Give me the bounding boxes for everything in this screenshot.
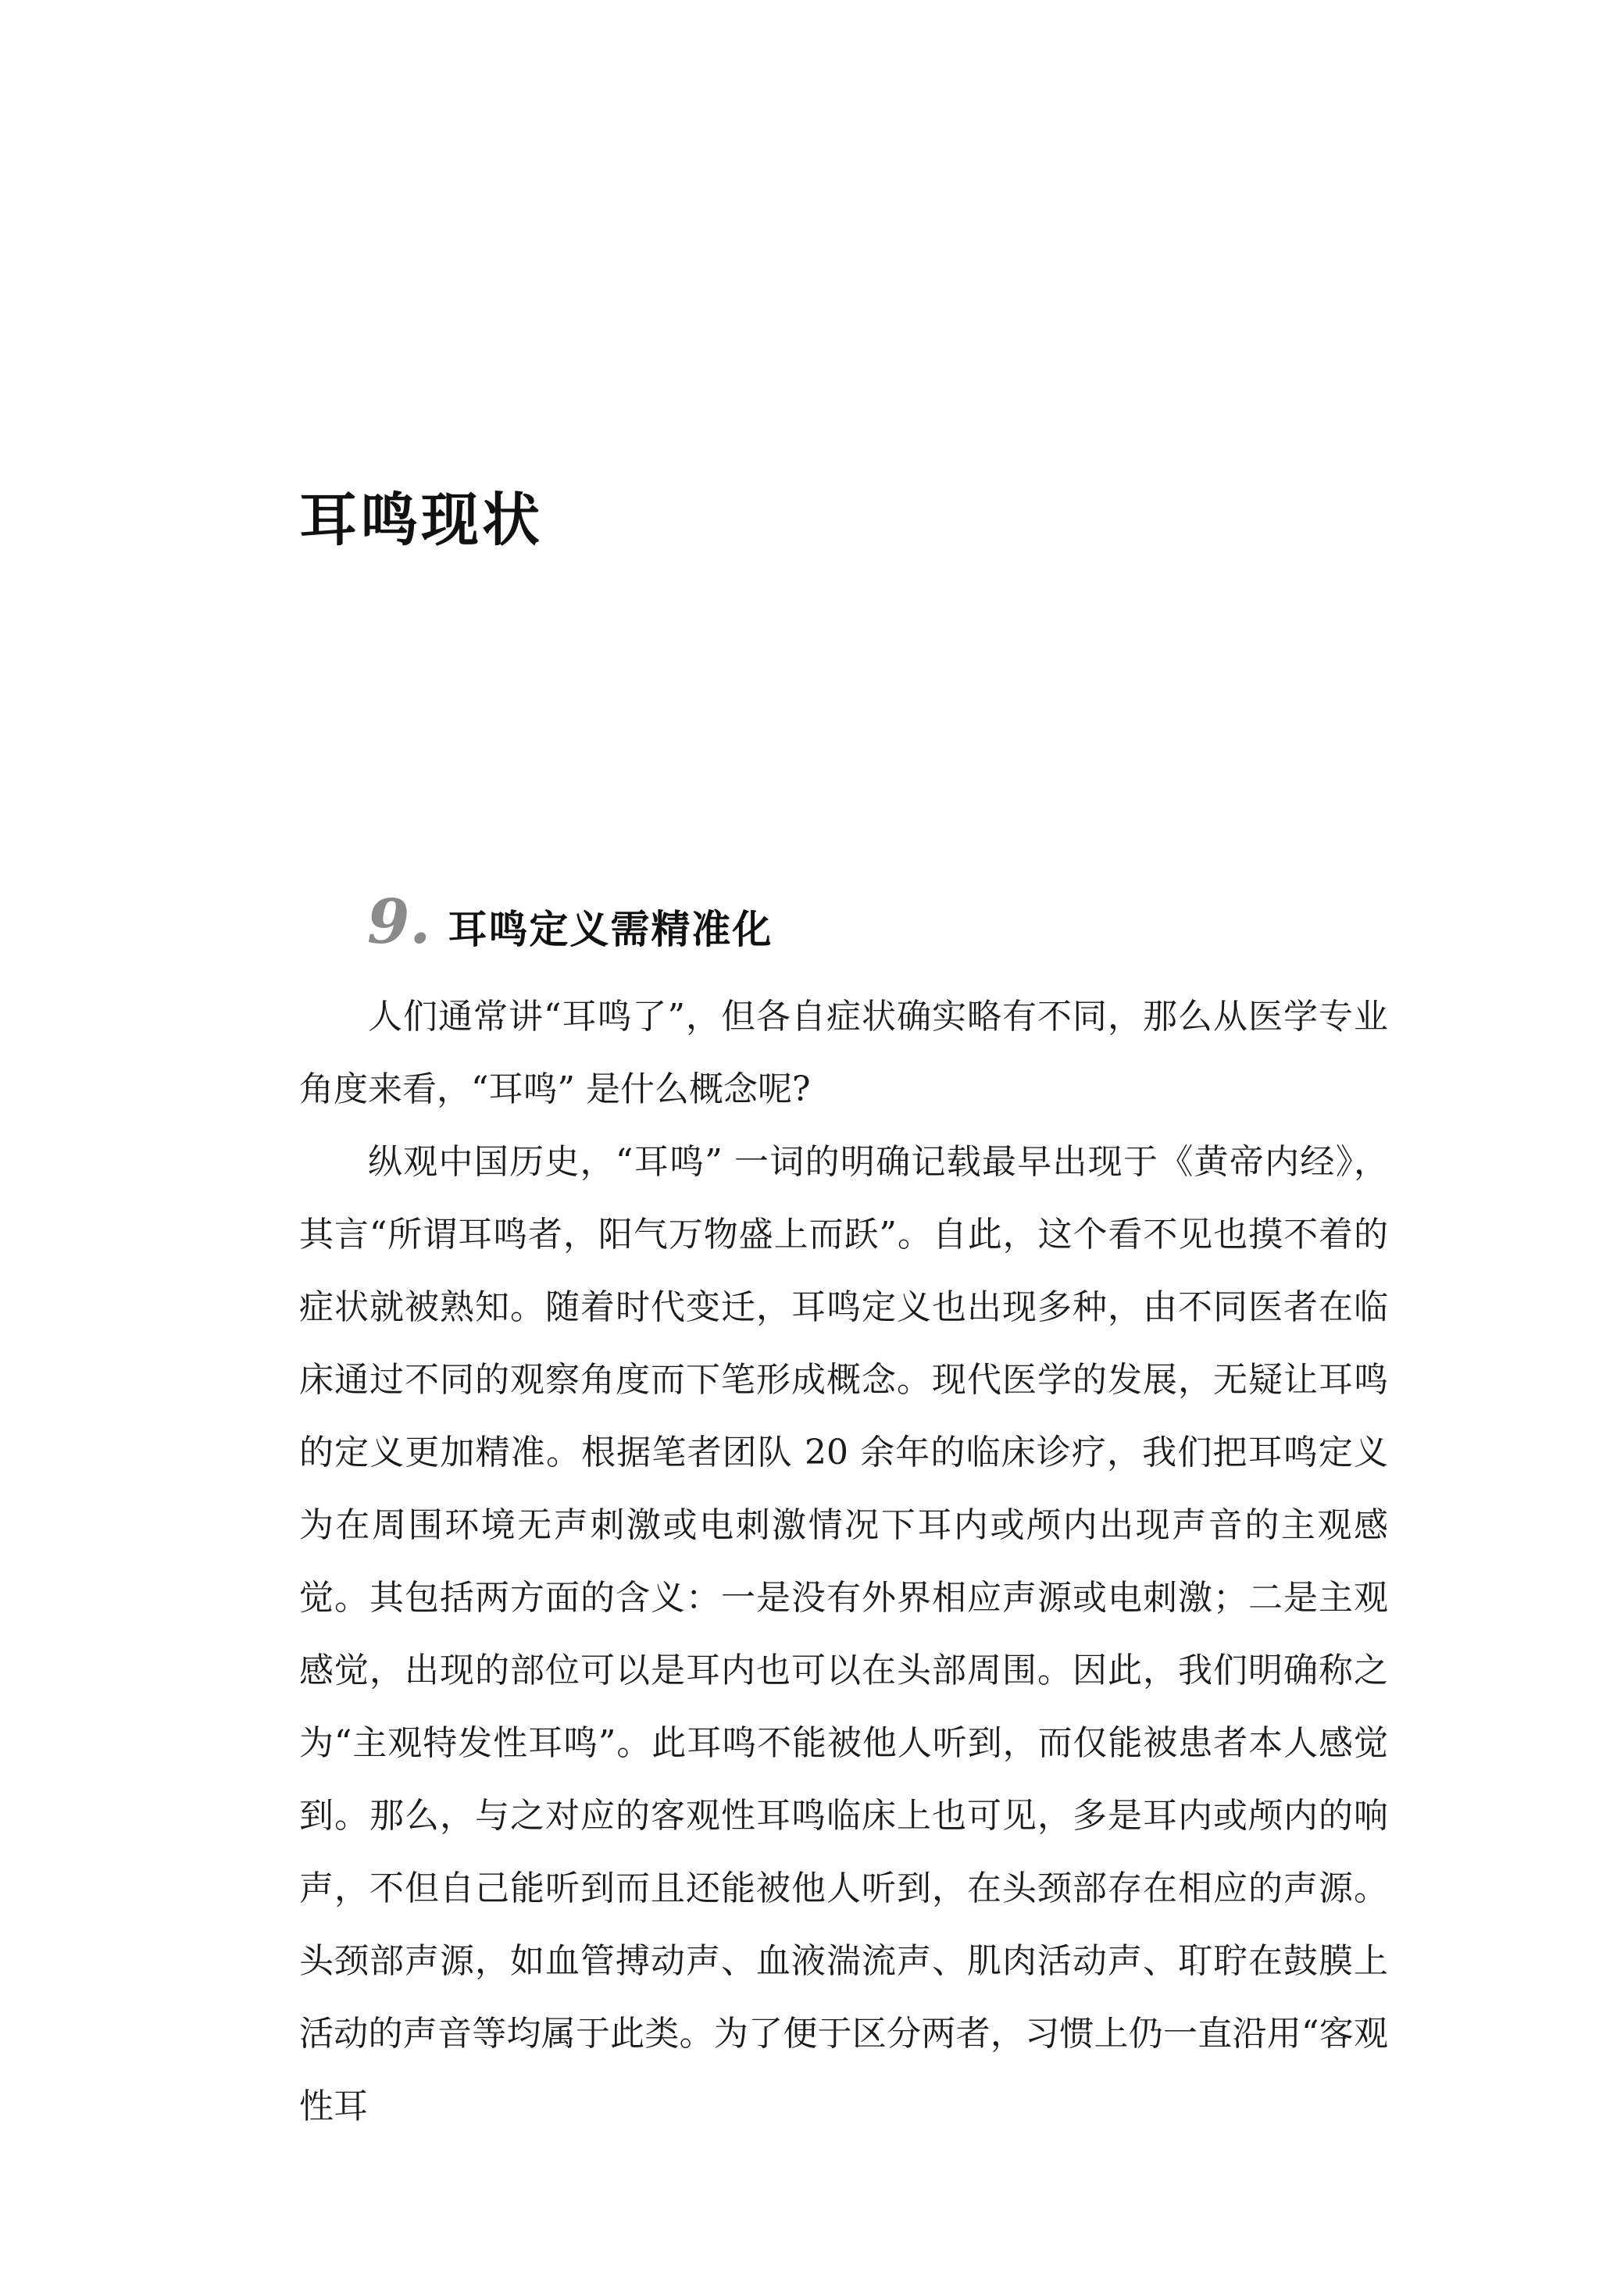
section-number: 9. [367,887,431,958]
body-text [299,980,1388,2143]
section-heading [367,887,773,958]
chapter-title: 耳鸣现状 [299,487,543,554]
paragraph-2: 纵观中国历史，“耳鸣” 一词的明确记载最早出现于《黄帝内经》，其言“所谓耳鸣者，阳气万物盛上而跃”。自此，这个看不见也摸不着的症状就被熟知。随着时代变迁，耳鸣定义也出现多种，由不同医者在临床通过不同的观察角度而下笔形成概念。现代医学的发展，无疑让耳鸣的定义更加精准。根据笔者团队 20 余年的临床诊疗，我们把耳鸣定义为在周围环境无声刺激或电刺激情况下耳内或颅内出现声音的主观感觉。其包括两方面的含义：一是没有外界相应声源或电刺激；二是主观感觉，出现的部位可以是耳内也可以在头部周围。因此，我们明确称之为“主观特发性耳鸣”。此耳鸣不能被他人听到，而仅能被患者本人感觉到。那么，与之对应的客观性耳鸣临床上也可见，多是耳内或颅内的响声，不但自己能听到而且还能被他人听到，在头颈部存在相应的声源。头颈部声源，如血管搏动声、血液湍流声、肌肉活动声、耵聍在鼓膜上活动的声音等均属于此类。为了便于区分两者，习惯上仍一直沿用“客观性耳 [299,1142,1388,2126]
paragraph-1: 人们通常讲“耳鸣了”，但各自症状确实略有不同，那么从医学专业角度来看，“耳鸣” 是什么概念呢? [299,997,1388,1109]
section-title: 耳鸣定义需精准化 [448,907,773,952]
